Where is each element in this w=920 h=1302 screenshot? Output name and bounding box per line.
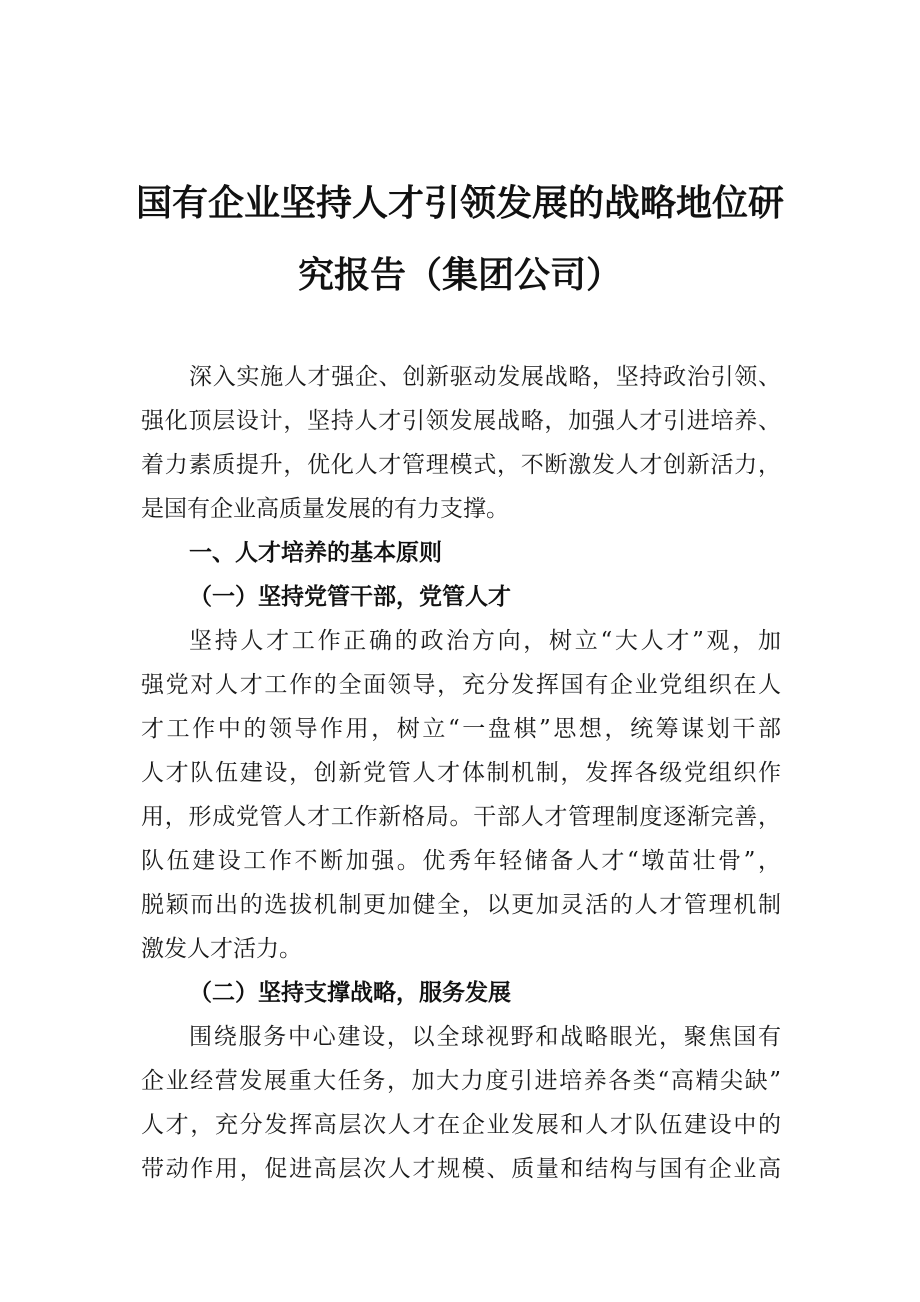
intro-line: 着力素质提升，优化人才管理模式，不断激发人才创新活力，	[141, 452, 781, 478]
paragraph-line: 带动作用，促进高层次人才规模、质量和结构与国有企业高	[141, 1156, 781, 1182]
paragraph-line: 激发人才活力。	[141, 936, 302, 962]
paragraph-line: 才工作中的领导作用，树立“一盘棋”思想，统筹谋划干部	[141, 716, 781, 742]
paragraph-line: 人才，充分发挥高层次人才在企业发展和人才队伍建设中的	[141, 1112, 781, 1138]
paragraph-line: 脱颖而出的选拔机制更加健全，以更加灵活的人才管理机制	[141, 892, 781, 918]
intro-line: 深入实施人才强企、创新驱动发展战略，坚持政治引领、	[189, 364, 781, 390]
subsection-heading: （一）坚持党管干部，党管人才	[189, 583, 511, 610]
subsection-heading: （二）坚持支撑战略，服务发展	[189, 979, 511, 1006]
document-title-line-2: 究报告（集团公司）	[297, 255, 622, 296]
paragraph-line: 坚持人才工作正确的政治方向，树立“大人才”观，加	[189, 628, 781, 654]
section-heading: 一、人才培养的基本原则	[189, 540, 442, 566]
paragraph-line: 围绕服务中心建设，以全球视野和战略眼光，聚焦国有	[189, 1024, 781, 1050]
intro-line: 强化顶层设计，坚持人才引领发展战略，加强人才引进培养、	[141, 408, 781, 434]
paragraph-line: 人才队伍建设，创新党管人才体制机制，发挥各级党组织作	[141, 760, 781, 786]
paragraph-line: 强党对人才工作的全面领导，充分发挥国有企业党组织在人	[141, 672, 781, 698]
paragraph-line: 企业经营发展重大任务，加大力度引进培养各类“高精尖缺”	[141, 1068, 781, 1094]
document-title-line-1: 国有企业坚持人才引领发展的战略地位研	[135, 183, 784, 224]
intro-line: 是国有企业高质量发展的有力支撑。	[141, 496, 509, 522]
paragraph-line: 队伍建设工作不断加强。优秀年轻储备人才“墩苗壮骨”，	[141, 848, 781, 874]
paragraph-line: 用，形成党管人才工作新格局。干部人才管理制度逐渐完善，	[141, 804, 781, 830]
